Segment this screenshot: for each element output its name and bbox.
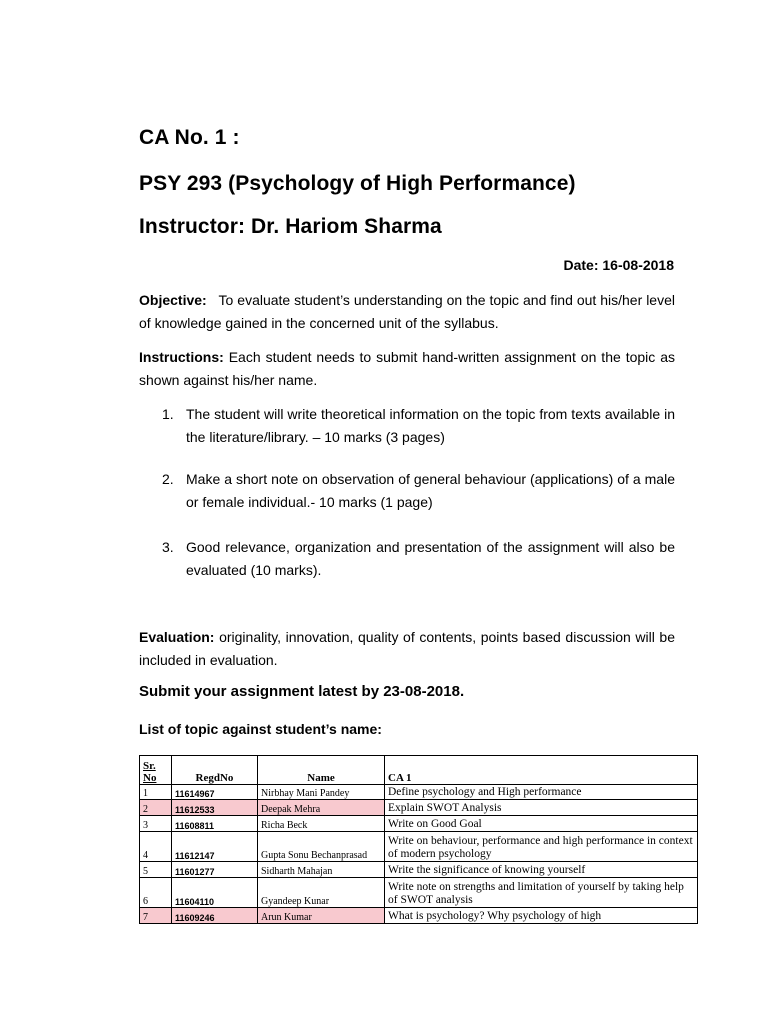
regdno-cell: 11609246: [172, 908, 258, 924]
topic-cell: Explain SWOT Analysis: [385, 800, 698, 816]
topic-cell: Write on Good Goal: [385, 816, 698, 832]
sr-no-cell: 3: [140, 816, 172, 832]
table-row: [140, 800, 698, 816]
topic-list-heading: List of topic against student’s name:: [139, 721, 382, 737]
instruction-item: [162, 403, 675, 449]
regdno-cell: 11601277: [172, 862, 258, 878]
table-row: [140, 816, 698, 832]
evaluation-paragraph: [139, 626, 675, 672]
instruction-item: [162, 536, 675, 582]
evaluation-label: Evaluation:: [139, 629, 215, 645]
ca-title: CA No. 1 :: [139, 126, 240, 149]
instruction-item: [162, 468, 675, 514]
sr-no-cell: 4: [140, 832, 172, 862]
instruction-item-number: 2.: [162, 471, 174, 487]
topic-cell: Write the significance of knowing yourself: [385, 862, 698, 878]
topic-table: [139, 755, 698, 924]
objective-text: To evaluate student’s understanding on the topic and find out his/her level of knowledge gained in the concerned unit of the syllabus.: [139, 292, 675, 331]
name-cell: Gupta Sonu Bechanprasad: [258, 832, 385, 862]
column-header-name: Name: [258, 756, 385, 785]
objective-paragraph: [139, 289, 675, 335]
objective-label: Objective:: [139, 292, 207, 308]
table-row: [140, 908, 698, 924]
topic-cell: Write note on strengths and limitation of yourself by taking help of SWOT analysis: [385, 878, 698, 908]
instructions-label: Instructions:: [139, 349, 224, 365]
assignment-date: Date: 16-08-2018: [563, 257, 674, 273]
regdno-cell: 11612147: [172, 832, 258, 862]
instruction-item-text: The student will write theoretical information on the topic from texts available in the literature/library. – 10 marks (3 pages): [186, 406, 675, 445]
instruction-item-text: Make a short note on observation of general behaviour (applications) of a male or female individual.- 10 marks (1 page): [186, 471, 675, 510]
table-row: [140, 862, 698, 878]
name-cell: Gyandeep Kunar: [258, 878, 385, 908]
regdno-cell: 11604110: [172, 878, 258, 908]
sr-no-cell: 5: [140, 862, 172, 878]
table-row: [140, 878, 698, 908]
instructor-line: Instructor: Dr. Hariom Sharma: [139, 215, 442, 238]
name-cell: Arun Kumar: [258, 908, 385, 924]
instruction-item-number: 1.: [162, 406, 174, 422]
sr-no-cell: 6: [140, 878, 172, 908]
submit-deadline: Submit your assignment latest by 23-08-2018.: [139, 683, 465, 700]
instruction-item-number: 3.: [162, 539, 174, 555]
course-title: PSY 293 (Psychology of High Performance): [139, 172, 576, 195]
column-header-regdno: RegdNo: [172, 756, 258, 785]
table-row: [140, 832, 698, 862]
regdno-cell: 11608811: [172, 816, 258, 832]
name-cell: Deepak Mehra: [258, 800, 385, 816]
topic-cell: What is psychology? Why psychology of high: [385, 908, 698, 924]
table-row: [140, 785, 698, 800]
name-cell: Richa Beck: [258, 816, 385, 832]
instructions-paragraph: [139, 346, 675, 392]
instructions-text: Each student needs to submit hand-written assignment on the topic as shown against his/her name.: [139, 349, 675, 388]
sr-no-cell: 2: [140, 800, 172, 816]
topic-cell: Write on behaviour, performance and high performance in context of modern psychology: [385, 832, 698, 862]
sr-no-cell: 1: [140, 785, 172, 800]
column-header-sr-no: Sr. No: [140, 756, 172, 785]
regdno-cell: 11614967: [172, 785, 258, 800]
instruction-item-text: Good relevance, organization and presentation of the assignment will also be evaluated (10 marks).: [186, 539, 675, 578]
evaluation-text: originality, innovation, quality of contents, points based discussion will be included in evaluation.: [139, 629, 676, 668]
regdno-cell: 11612533: [172, 800, 258, 816]
name-cell: Sidharth Mahajan: [258, 862, 385, 878]
topic-cell: Define psychology and High performance: [385, 785, 698, 800]
table-header-row: [140, 756, 698, 785]
name-cell: Nirbhay Mani Pandey: [258, 785, 385, 800]
column-header-ca1: CA 1: [385, 756, 698, 785]
sr-no-cell: 7: [140, 908, 172, 924]
